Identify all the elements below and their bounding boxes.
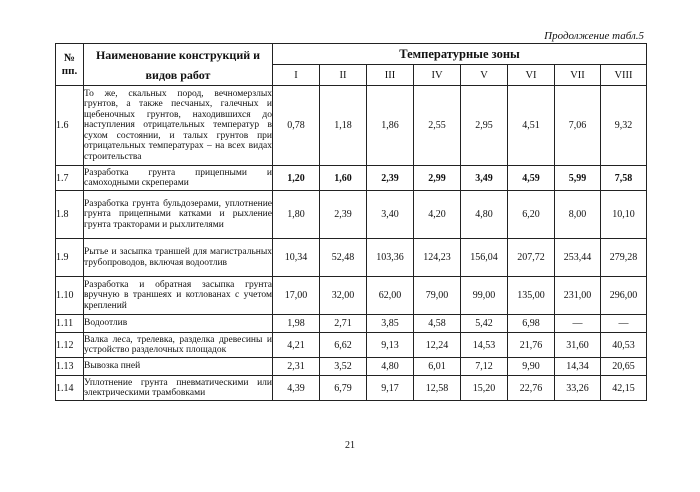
table-row (56, 277, 647, 315)
row-number: 1.12 (56, 333, 84, 358)
column-header-number: № пп. (56, 44, 84, 86)
zone-value: 135,00 (508, 277, 555, 315)
zone-value: 9,90 (508, 358, 555, 376)
zone-value: 124,23 (414, 239, 461, 277)
zone-value: 0,78 (273, 86, 320, 166)
zone-value: 7,06 (555, 86, 601, 166)
page-number: 21 (345, 440, 355, 451)
column-header-name: Наименование конструкций и видов работ (84, 44, 273, 86)
zone-value: 6,79 (320, 376, 367, 401)
zone-value: 9,13 (367, 333, 414, 358)
zone-value: 7,58 (601, 166, 647, 191)
zone-value: 10,10 (601, 191, 647, 239)
row-number: 1.9 (56, 239, 84, 277)
zone-value: 1,98 (273, 315, 320, 333)
zone-value: 4,59 (508, 166, 555, 191)
zone-value: 2,99 (414, 166, 461, 191)
zone-value: 6,98 (508, 315, 555, 333)
zone-value: 3,52 (320, 358, 367, 376)
row-work-name: Разработка и обратная засыпка грунта вручную в траншеях и котлованах с учетом креплений (84, 277, 273, 315)
zone-value: 1,80 (273, 191, 320, 239)
zone-value: 3,40 (367, 191, 414, 239)
zone-value: 15,20 (461, 376, 508, 401)
zone-header: VIII (601, 65, 647, 86)
table-row (56, 376, 647, 401)
zone-value: 2,55 (414, 86, 461, 166)
zone-value: 4,51 (508, 86, 555, 166)
zone-value: 12,24 (414, 333, 461, 358)
temperature-zones-table (55, 43, 647, 401)
zone-value: 207,72 (508, 239, 555, 277)
zone-value: 20,65 (601, 358, 647, 376)
zone-value: 253,44 (555, 239, 601, 277)
row-work-name: Разработка грунта бульдозерами, уплотнение грунта прицепными катками и рыхление грунта тракторами и рыхлителями (84, 191, 273, 239)
zone-value: 31,60 (555, 333, 601, 358)
column-header-zones: Температурные зоны (273, 44, 647, 65)
zone-value: 2,71 (320, 315, 367, 333)
row-work-name: Валка леса, трелевка, разделка древесины и устройство разделочных площадок (84, 333, 273, 358)
zone-value: 156,04 (461, 239, 508, 277)
zone-value: 3,49 (461, 166, 508, 191)
table-row (56, 358, 647, 376)
zone-value: 79,00 (414, 277, 461, 315)
zone-value: 2,31 (273, 358, 320, 376)
zone-value: 231,00 (555, 277, 601, 315)
zone-value: 2,39 (367, 166, 414, 191)
row-number: 1.11 (56, 315, 84, 333)
continuation-note: Продолжение табл.5 (544, 30, 644, 42)
table-row (56, 86, 647, 166)
zone-header: VII (555, 65, 601, 86)
zone-value: 5,99 (555, 166, 601, 191)
table-row (56, 315, 647, 333)
zone-value: 2,39 (320, 191, 367, 239)
row-work-name: Вывозка пней (84, 358, 273, 376)
zone-value: 12,58 (414, 376, 461, 401)
zone-value: 4,39 (273, 376, 320, 401)
row-work-name: Рытье и засыпка траншей для магистральных трубопроводов, включая водоотлив (84, 239, 273, 277)
row-number: 1.14 (56, 376, 84, 401)
zone-value: 4,80 (461, 191, 508, 239)
table-row (56, 333, 647, 358)
zone-value: 1,86 (367, 86, 414, 166)
row-work-name: То же, скальных пород, вечномерзлых грунтов, а также песчаных, галечных и щебеночных грунтов, находившихся до наступления отрицательных температур в сухом состоянии, и талых грунтов при отрицательных температурах – на всех видах строительства (84, 86, 273, 166)
zone-value: 2,95 (461, 86, 508, 166)
row-number: 1.8 (56, 191, 84, 239)
zone-value: 9,32 (601, 86, 647, 166)
zone-value: 22,76 (508, 376, 555, 401)
zone-value: 4,80 (367, 358, 414, 376)
zone-value: 17,00 (273, 277, 320, 315)
zone-value: 1,60 (320, 166, 367, 191)
table-row (56, 166, 647, 191)
zone-header: V (461, 65, 508, 86)
zone-value: 42,15 (601, 376, 647, 401)
row-number: 1.7 (56, 166, 84, 191)
zone-value: 9,17 (367, 376, 414, 401)
zone-header: II (320, 65, 367, 86)
zone-value: 103,36 (367, 239, 414, 277)
row-work-name: Разработка грунта прицепными и самоходными скреперами (84, 166, 273, 191)
zone-value: 1,18 (320, 86, 367, 166)
row-number: 1.10 (56, 277, 84, 315)
zone-value: — (601, 315, 647, 333)
zone-value: 14,53 (461, 333, 508, 358)
zone-value: 279,28 (601, 239, 647, 277)
row-number: 1.13 (56, 358, 84, 376)
table-row (56, 239, 647, 277)
zone-value: 5,42 (461, 315, 508, 333)
zone-value: 8,00 (555, 191, 601, 239)
zone-value: 4,58 (414, 315, 461, 333)
zone-value: 62,00 (367, 277, 414, 315)
zone-value: 7,12 (461, 358, 508, 376)
row-work-name: Уплотнение грунта пневматическими или электрическими трамбовками (84, 376, 273, 401)
zone-value: 40,53 (601, 333, 647, 358)
zone-value: 52,48 (320, 239, 367, 277)
zone-value: — (555, 315, 601, 333)
zone-value: 6,20 (508, 191, 555, 239)
zone-header: III (367, 65, 414, 86)
zone-value: 296,00 (601, 277, 647, 315)
zone-value: 99,00 (461, 277, 508, 315)
zone-header: VI (508, 65, 555, 86)
zone-header: IV (414, 65, 461, 86)
table-row (56, 191, 647, 239)
zone-value: 4,21 (273, 333, 320, 358)
zone-value: 21,76 (508, 333, 555, 358)
zone-value: 14,34 (555, 358, 601, 376)
zone-value: 1,20 (273, 166, 320, 191)
row-work-name: Водоотлив (84, 315, 273, 333)
zone-header: I (273, 65, 320, 86)
zone-value: 32,00 (320, 277, 367, 315)
zone-value: 6,62 (320, 333, 367, 358)
zone-value: 3,85 (367, 315, 414, 333)
zone-value: 6,01 (414, 358, 461, 376)
zone-value: 33,26 (555, 376, 601, 401)
zone-value: 4,20 (414, 191, 461, 239)
zone-value: 10,34 (273, 239, 320, 277)
row-number: 1.6 (56, 86, 84, 166)
